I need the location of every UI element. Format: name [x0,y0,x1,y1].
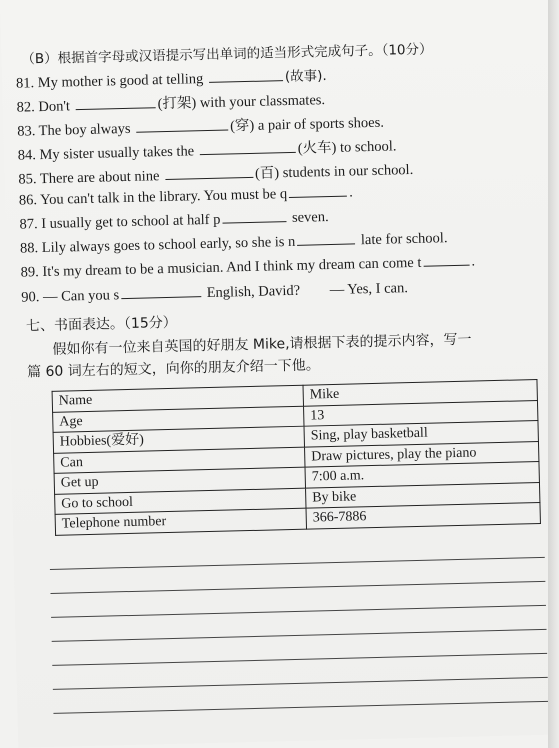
answer-blank[interactable] [165,165,253,180]
writing-heading: 七、书面表达。（15分） [25,314,177,335]
question-number: 90. [21,289,40,306]
question-text: It's my dream to be a musician. And I think my dream can come t [42,254,422,281]
writing-line[interactable] [51,605,546,618]
question-text: My mother is good at telling [37,71,204,92]
question-hint: . [348,184,353,201]
table-label: Go to school [55,488,306,515]
question-88 [20,229,448,257]
question-hint: (百) students in our school. [254,161,414,182]
answer-blank[interactable] [200,140,296,155]
writing-line[interactable] [52,653,547,666]
question-number: 81. [15,75,35,92]
page-edge-shadow [548,0,559,748]
question-hint: (故事). [284,68,327,86]
table-value: Sing, play basketball [304,420,538,446]
question-number: 82. [16,99,35,116]
table-value: 7:00 a.m. [305,461,539,487]
question-number: 84. [17,147,37,164]
question-hint: late for school. [360,230,448,249]
question-text: You can't talk in the library. You must be q [39,186,288,209]
answer-blank[interactable] [222,209,286,224]
table-label: Name [52,385,303,412]
info-table [52,379,541,535]
table-label: Telephone number [55,508,306,535]
writing-prompt-line1: 假如你有一位来自英国的好朋友 Mike,请根据下表的提示内容，写一 [52,331,472,358]
table-value: Mike [303,379,537,405]
question-hint: (打架) with your classmates. [157,92,326,113]
answer-blank[interactable] [209,68,283,83]
answer-blank[interactable] [423,253,469,267]
answer-blank[interactable] [121,284,201,299]
question-number: 86. [18,192,38,209]
question-text: The boy always [38,120,131,140]
answer-blank[interactable] [75,95,155,110]
writing-prompt-line2: 篇 60 词左右的短文，向你的朋友介绍一下他。 [26,357,320,381]
question-text: There are about nine [39,168,160,188]
question-hint: . [471,253,476,270]
question-text: Don't [38,98,71,116]
question-hint: (穿) a pair of sports shoes. [229,114,385,135]
answer-blank[interactable] [289,184,347,198]
writing-line[interactable] [52,629,547,642]
question-number: 88. [19,240,39,257]
question-text: I usually get to school at half p [41,211,221,233]
table-value: 366-7886 [306,502,540,528]
table-label: Get up [54,467,305,494]
writing-line[interactable] [50,557,545,570]
table-value: Draw pictures, play the piano [305,441,539,467]
table-label: Age [53,406,304,433]
answer-blank[interactable] [136,117,228,132]
question-number: 85. [18,171,37,188]
question-87 [19,208,329,234]
table-label: Can [54,447,305,474]
answer-reply: — Yes, I can. [329,280,409,299]
question-89 [20,252,475,281]
question-number: 87. [19,216,38,233]
table-value: 13 [304,400,538,426]
question-number: 83. [17,123,36,140]
question-text: — Can you s [42,287,120,306]
writing-line[interactable] [51,581,546,594]
writing-line[interactable] [53,701,548,714]
question-hint: (火车) to school. [297,138,397,157]
question-text: Lily always goes to school early, so she is n [41,233,296,257]
table-label: Hobbies(爱好) [53,426,304,453]
question-hint: English, David? [206,282,301,302]
question-text: My sister usually takes the [39,143,195,164]
question-90 [21,279,408,306]
writing-line[interactable] [53,677,548,690]
question-hint: seven. [291,209,329,226]
question-number: 89. [20,264,39,281]
table-value: By bike [306,482,540,508]
part-b-instruction: （B）根据首字母或汉语提示写出单词的适当形式完成句子。（10分） [21,41,433,68]
answer-blank[interactable] [297,231,355,245]
